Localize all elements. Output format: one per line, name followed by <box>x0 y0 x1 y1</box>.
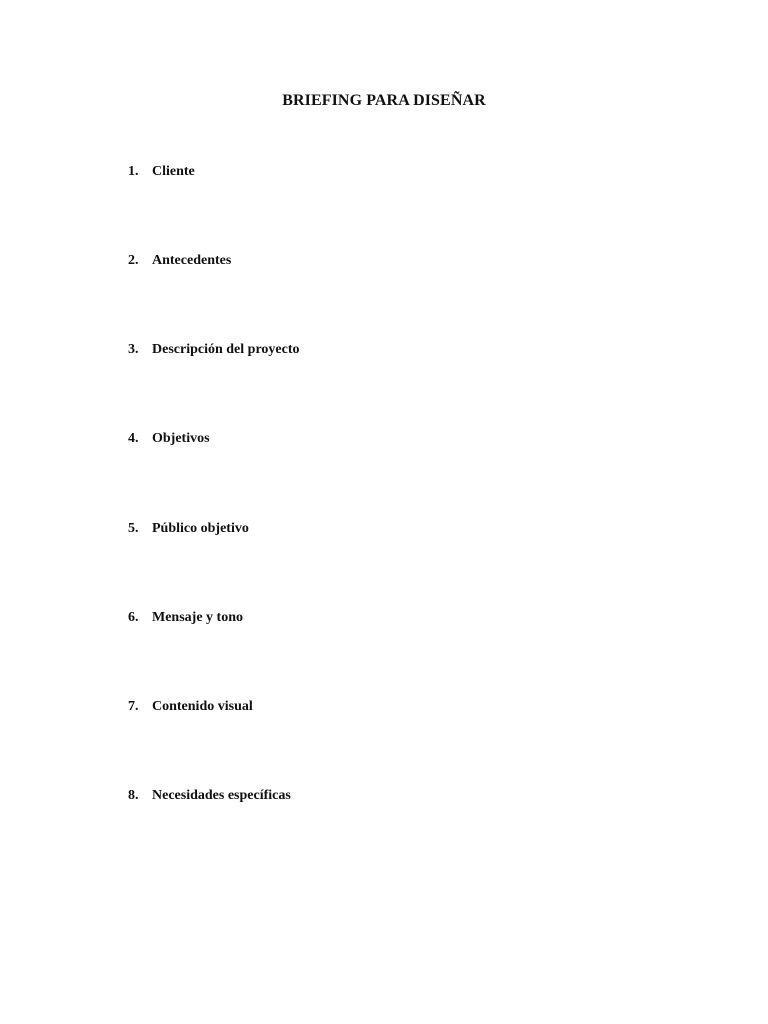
section-item-descripcion <box>128 342 300 358</box>
section-label: Público objetivo <box>152 521 249 536</box>
section-number: 6. <box>128 610 139 625</box>
section-number: 8. <box>128 788 139 803</box>
section-number: 1. <box>128 164 139 179</box>
section-number: 4. <box>128 431 139 446</box>
section-number: 5. <box>128 521 139 536</box>
section-item-objetivos <box>128 431 210 447</box>
section-label: Antecedentes <box>152 253 232 268</box>
section-label: Mensaje y tono <box>152 610 243 625</box>
section-item-contenido-visual <box>128 699 253 715</box>
section-number: 7. <box>128 699 139 714</box>
section-number: 2. <box>128 253 139 268</box>
section-item-mensaje-tono <box>128 610 243 626</box>
section-item-necesidades <box>128 788 291 804</box>
section-item-cliente <box>128 164 195 180</box>
section-item-publico-objetivo <box>128 521 249 537</box>
section-label: Objetivos <box>152 431 210 446</box>
document-title: BRIEFING PARA DISEÑAR <box>282 92 486 109</box>
section-number: 3. <box>128 342 139 357</box>
section-item-antecedentes <box>128 253 231 269</box>
section-label: Descripción del proyecto <box>152 342 300 357</box>
section-label: Cliente <box>152 164 195 179</box>
section-label: Necesidades específicas <box>152 788 291 803</box>
section-label: Contenido visual <box>152 699 253 714</box>
